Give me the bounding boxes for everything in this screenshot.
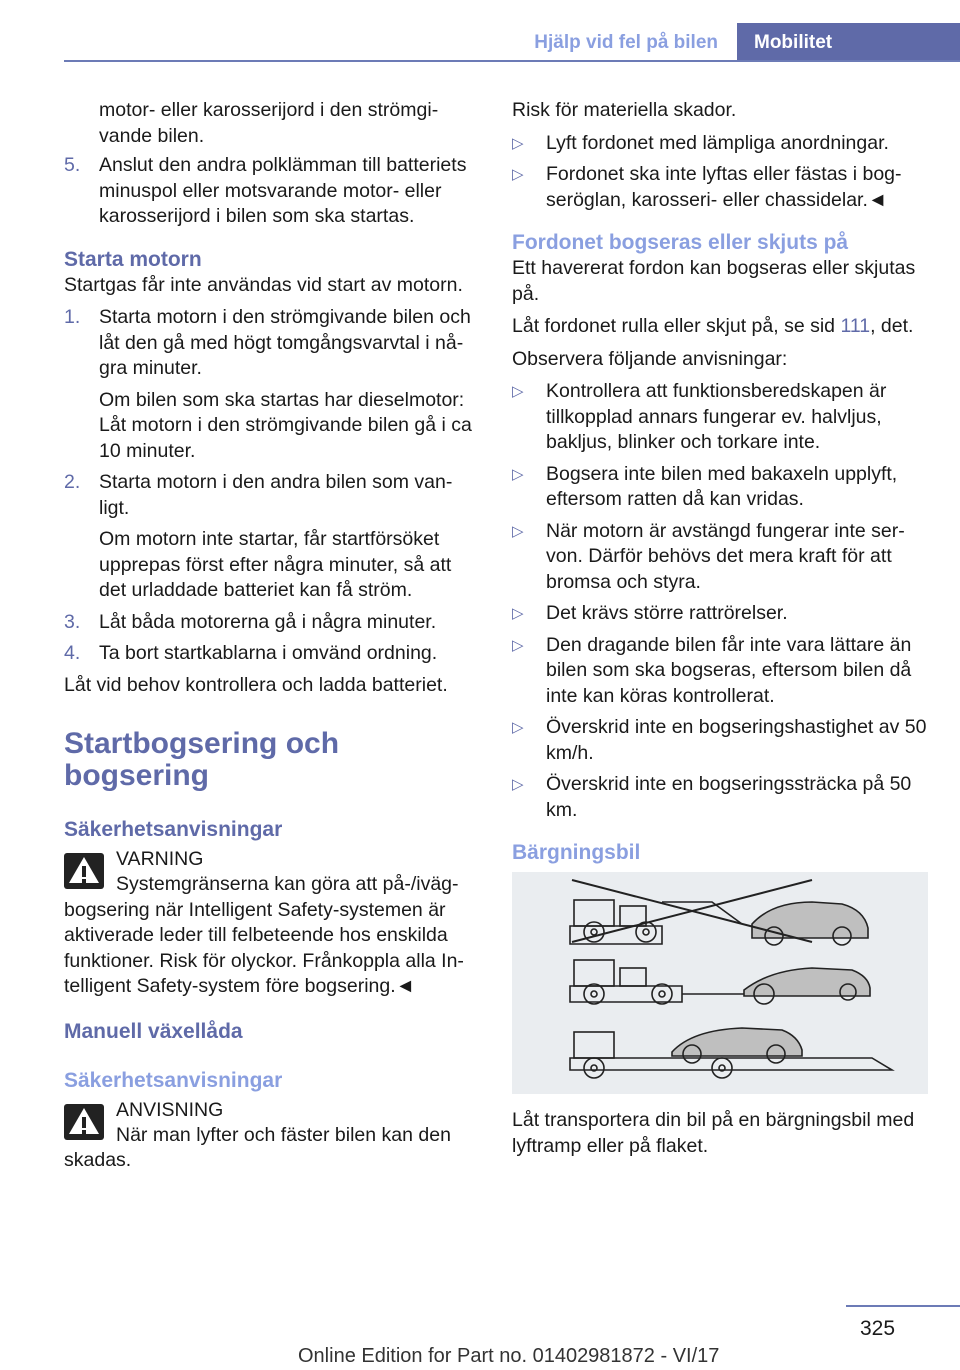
tow-truck-text: Låt transportera din bil på en bärgningsbil med lyftramp eller på flaket. [512, 1109, 915, 1157]
continued-text: motor- eller karosserijord i den strömgi-vande bilen. [99, 99, 439, 147]
bullet-text: Överskrid inte en bogseringssträcka på 50 km. [546, 773, 912, 821]
bullet-marker: ▷ [512, 605, 524, 622]
footer-edition: Online Edition for Part no. 01402981872 - VI/17 [298, 1345, 720, 1367]
after-steps-text: Låt vid behov kontrollera och ladda batteriet. [64, 673, 448, 696]
step-number: 4. [64, 642, 81, 664]
notice-icon [64, 1104, 104, 1140]
bullet-text: Lyft fordonet med lämpliga anordningar. [546, 131, 889, 154]
bullet-text: Bogsera inte bilen med bakaxeln upplyft, eftersom ratten då kan vridas. [546, 462, 898, 510]
bullet-item [512, 379, 928, 456]
step-text: Anslut den andra polklämman till batteriets minuspol eller motsvarande motor- eller karosserijord i bilen som ska startas. [99, 154, 467, 227]
tow-heading: Fordonet bogseras eller skjuts på [512, 231, 849, 254]
warning-label: VARNING [116, 848, 204, 870]
bullet-text: Den dragande bilen får inte vara lättare än bilen som ska bogseras, eftersom bilen då inte kan köras kontrollerat. [546, 633, 912, 707]
bullet-marker: ▷ [512, 776, 524, 793]
bullet-marker: ▷ [512, 522, 524, 540]
observe-text: Observera följande anvisningar: [512, 347, 788, 370]
bullet-item [512, 633, 928, 710]
bullet-item [512, 462, 928, 513]
notice-box [64, 1098, 482, 1148]
tow-reference: Låt fordonet rulla eller skjut på, se sid 111, det. [512, 315, 914, 337]
page-number-rule [846, 1305, 960, 1307]
notice-label: ANVISNING [116, 1098, 224, 1121]
step-text: Starta motorn i den andra bilen som van-ligt. [99, 471, 453, 519]
bullet-text: Överskrid inte en bogseringshastighet av 50 km/h. [546, 716, 927, 764]
bullet-text: Det krävs större rattrörelser. [546, 602, 788, 624]
step-text: Starta motorn i den strömgivande bilen och låt den gå med högt tomgångsvarvtal i nå-gra minuter. [99, 306, 471, 379]
warning-text: Systemgränserna kan göra att på-/iväg-bogsering när Intelligent Safety-systemen är aktiverade leder till felbeteende hos enskilda funktioner. Risk för olyckor. Frånkoppla alla In-telligent Safety-system före bogsering.◄ [64, 873, 464, 997]
step-subtext: Om motorn inte startar, får startförsöket upprepas först efter några minuter, så att det urladdade batteriet kan få ström. [99, 528, 452, 601]
safety-heading: Säkerhetsanvisningar [64, 818, 283, 841]
bullet-text: Fordonet ska inte lyftas eller fästas i bog-seröglan, karosseri- eller chassidelar.◄ [546, 163, 902, 211]
bullet-text: När motorn är avstängd fungerar inte ser-von. Därför behövs det mera kraft för att bromsa och styra. [546, 519, 905, 593]
page-number: 325 [860, 1317, 896, 1340]
page-link[interactable]: 111 [840, 315, 871, 337]
bullet-marker: ▷ [512, 166, 524, 183]
bullet-marker: ▷ [512, 134, 524, 152]
warning-box [64, 847, 482, 897]
step-number: 3. [64, 610, 81, 633]
bullet-marker: ▷ [512, 719, 524, 736]
bullet-item [512, 601, 928, 627]
notice-text: När man lyfter och fäster bilen kan den skadas. [64, 1123, 451, 1171]
step-number: 2. [64, 471, 81, 493]
header-section-title: Hjälp vid fel på bilen [534, 32, 718, 53]
main-heading: Startbogsering och bogsering [64, 727, 340, 792]
bullet-text: Kontrollera att funktionsberedskapen är tillkopplad annars fungerar ev. halvljus, bakljus, blinker och torkare inte. [546, 380, 887, 453]
bullet-item [512, 162, 928, 213]
bullet-item [512, 131, 928, 157]
bullet-marker: ▷ [512, 636, 524, 654]
step-5 [64, 153, 482, 230]
bullet-item [512, 519, 928, 596]
tow-text: Ett havererat fordon kan bogseras eller skjutas på. [512, 257, 916, 305]
step-text: Ta bort startkablarna i omvänd ordning. [99, 642, 438, 664]
tow-truck-heading: Bärgningsbil [512, 841, 641, 864]
step-2 [64, 470, 482, 521]
step-subtext: Om bilen som ska startas har dieselmotor: Låt motorn i den strömgivande bilen gå i ca 10 minuter. [99, 388, 472, 462]
safety-heading-2: Säkerhetsanvisningar [64, 1068, 283, 1092]
bullet-marker: ▷ [512, 383, 524, 400]
step-4 [64, 641, 482, 667]
bullet-item [512, 772, 928, 823]
step-text: Låt båda motorerna gå i några minuter. [99, 610, 437, 633]
left-column [64, 98, 482, 1174]
step-number: 5. [64, 154, 81, 176]
step-number: 1. [64, 306, 81, 328]
right-column [512, 98, 928, 1159]
manual-transmission-heading: Manuell växellåda [64, 1019, 243, 1043]
bullet-marker: ▷ [512, 465, 524, 483]
step-1 [64, 305, 482, 382]
tow-truck-illustration [512, 872, 928, 1094]
start-engine-intro: Startgas får inte användas vid start av motorn. [64, 273, 463, 296]
header-rule [64, 60, 960, 62]
bullet-item [512, 715, 928, 766]
tow-truck-drawing [512, 872, 928, 1094]
risk-text: Risk för materiella skador. [512, 99, 737, 121]
header-tab: Mobilitet [737, 23, 960, 62]
start-engine-heading: Starta motorn [64, 247, 202, 271]
step-3 [64, 610, 482, 636]
warning-icon [64, 853, 104, 889]
